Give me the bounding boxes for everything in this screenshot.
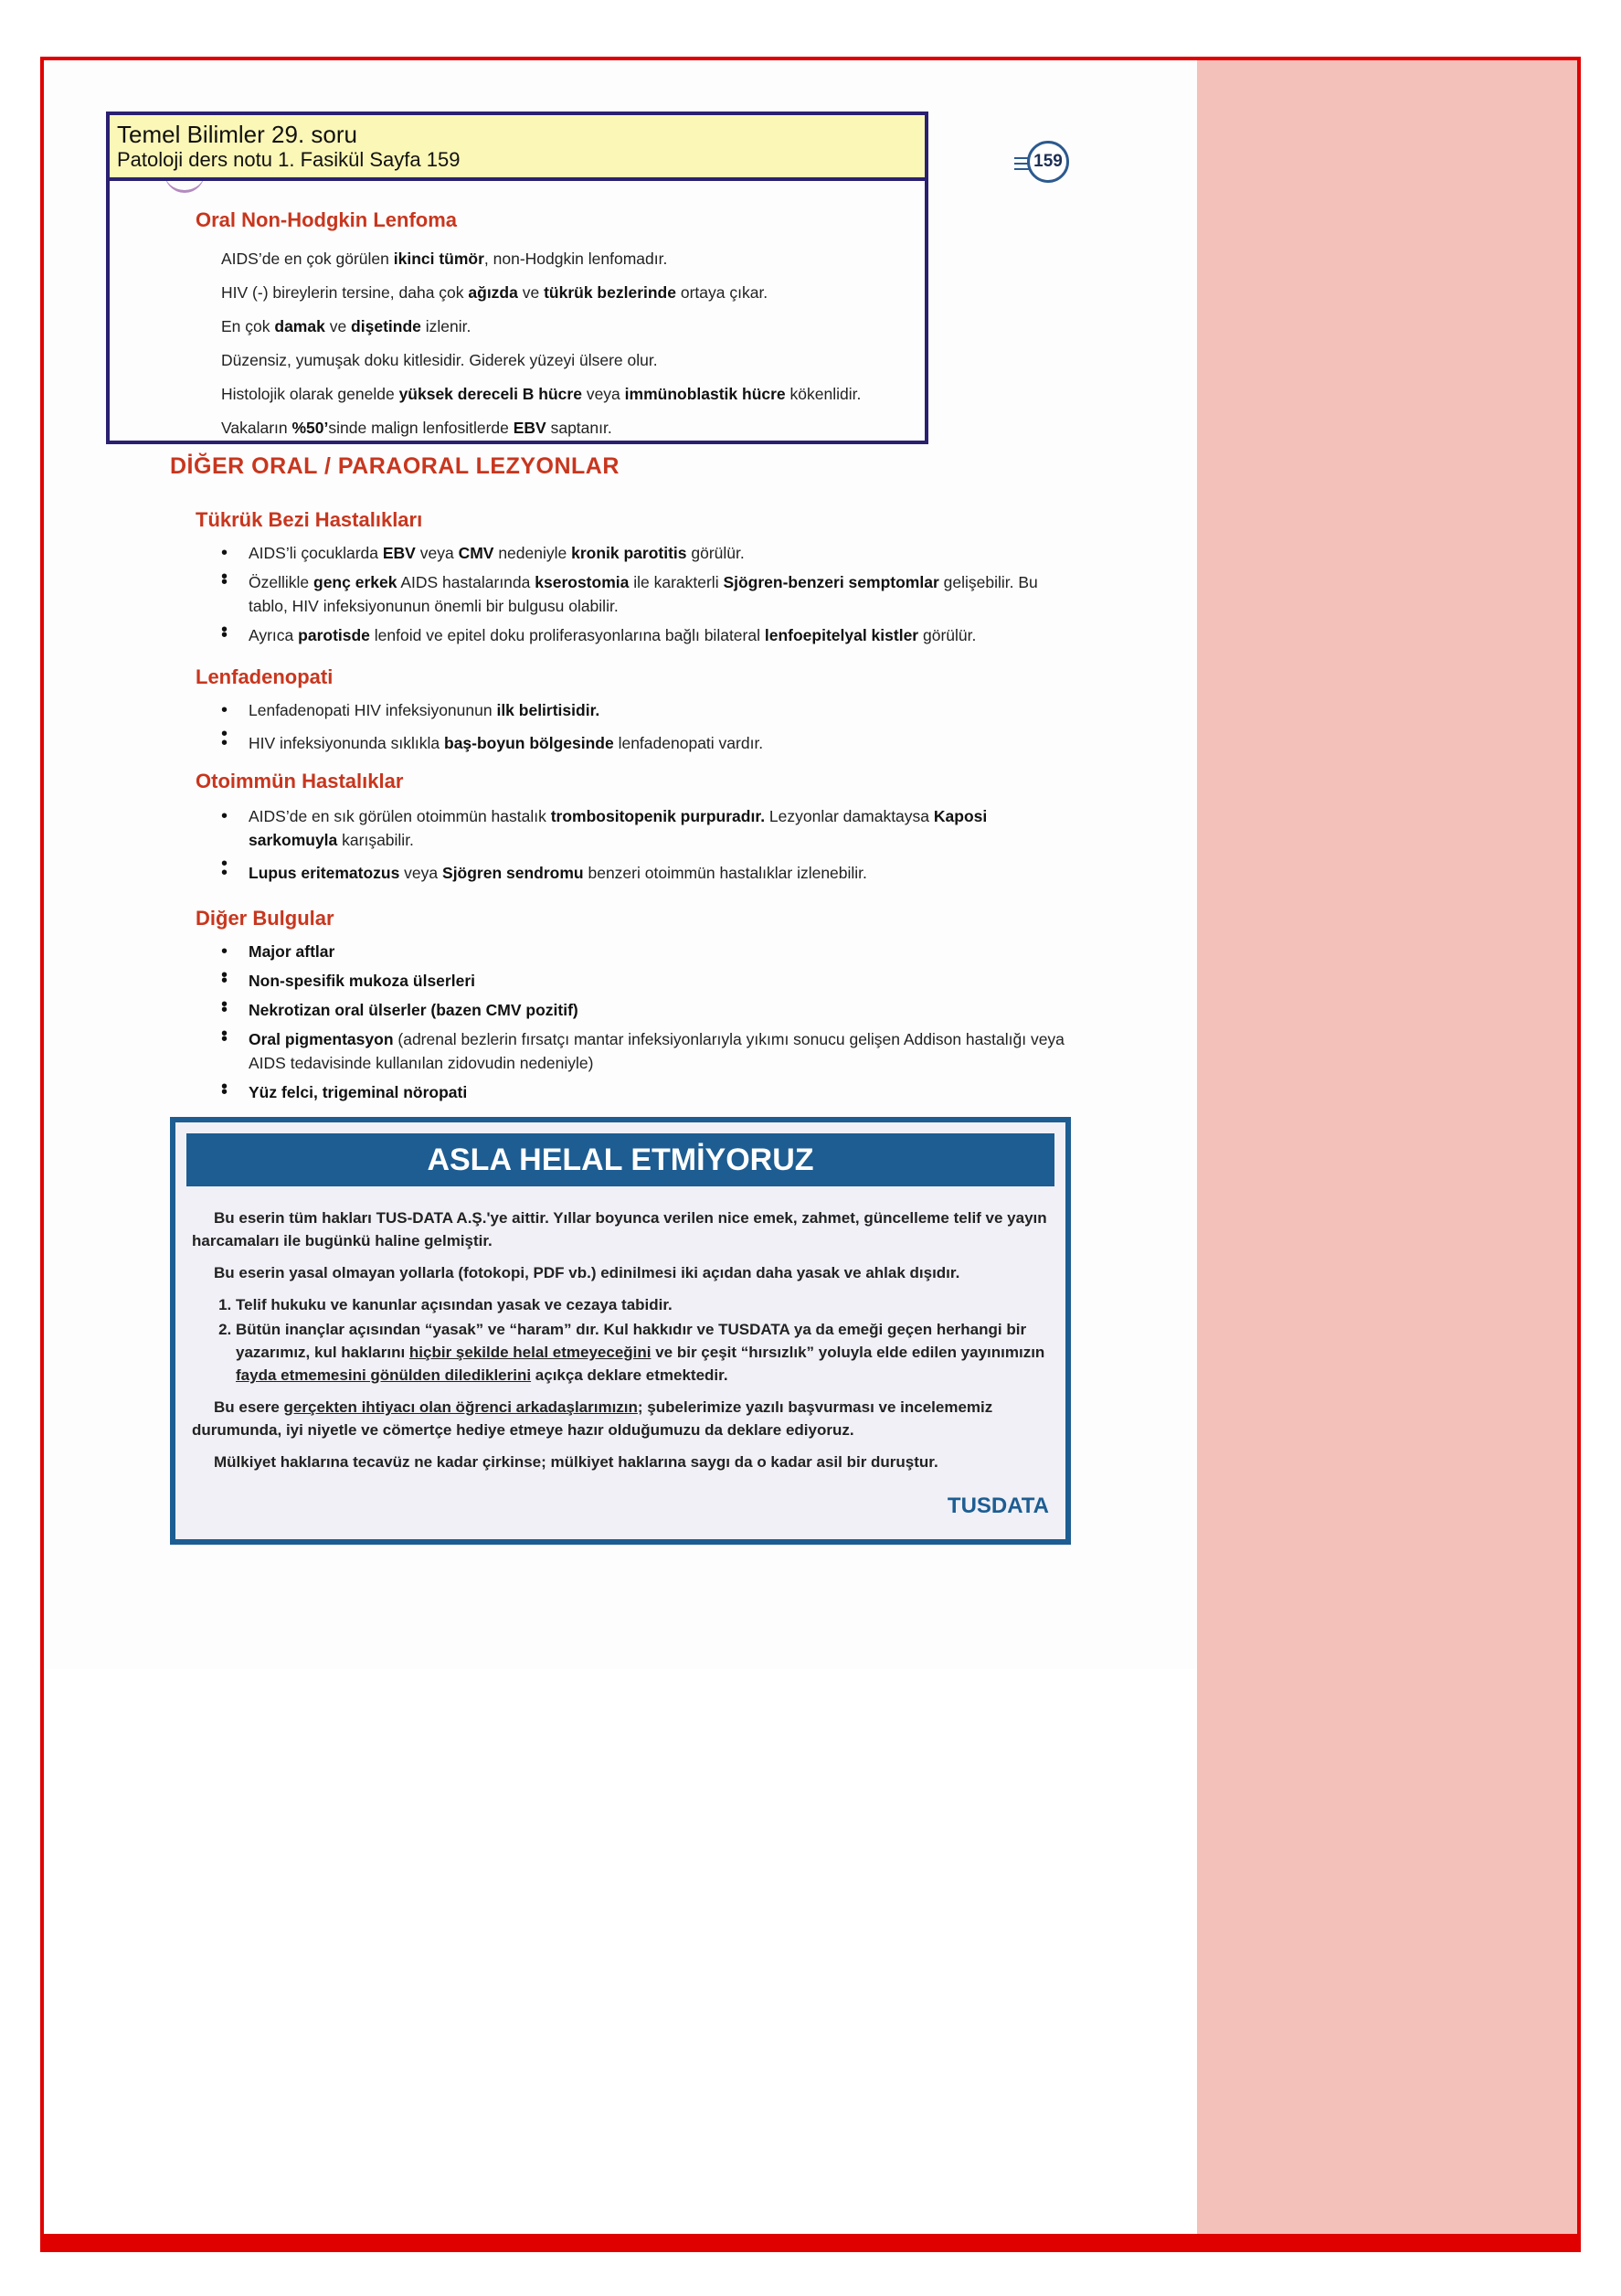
nhl-line: Düzensiz, yumuşak doku kitlesidir. Giderek yüzeyi ülsere olur. <box>221 351 658 369</box>
notice-list-item: 1. Telif hukuku ve kanunlar açısından yasak ve cezaya tabidir. <box>236 1293 1056 1316</box>
notice-list-item: 2. Bütün inançlar açısından “yasak” ve “haram” dır. Kul hakkıdır ve TUSDATA ya da emeği geçen herhangi bir yazarımız, kul haklarını hiçbir şekilde helal etmeyeceğini ve bir çeşit “hırsızlık” yoluyla elde edilen yayınımızın fayda etmemesini gönülden dilediklerini açıkça deklare etmektedir. <box>236 1318 1056 1387</box>
notice-paragraph: Mülkiyet haklarına tecavüz ne kadar çirkinse; mülkiyet haklarına saygı da o kadar asil bir duruştur. <box>214 1453 938 1471</box>
nhl-line: En çok damak ve dişetinde izlenir. <box>221 317 471 335</box>
list-item: • Oral pigmentasyon (adrenal bezlerin fırsatçı mantar infeksiyonlarıyla yıkımı sonucu gelişen Addison hastalığı veya AIDS tedavisinde kullanılan zidovudin nedeniyle) <box>221 1027 1071 1075</box>
list-item: • AIDS’de en sık görülen otoimmün hastalık trombositopenik purpuradır. Lezyonlar damaktaysa Kaposi sarkomuyla karışabilir. <box>221 804 1071 852</box>
list-item: • Lenfadenopati HIV infeksiyonunun ilk belirtisidir. <box>221 698 1071 722</box>
notice-paragraph: Bu esere gerçekten ihtiyacı olan öğrenci arkadaşlarımızın; şubelerimize yazılı başvurması ve incelememiz durumunda, iyi niyetle ve cömertçe hediye etmeye hazır olduğumuzu da deklare ediyoruz. <box>192 1398 993 1439</box>
nhl-line: AIDS’de en çok görülen ikinci tümör, non-Hodgkin lenfomadır. <box>221 250 668 268</box>
list-item: • Ayrıca parotisde lenfoid ve epitel doku proliferasyonlarına bağlı bilateral lenfoepitelyal kistler görülür. <box>221 623 1071 647</box>
subsection-title-oral-nhl: Oral Non-Hodgkin Lenfoma <box>196 208 457 231</box>
notice-paragraph: Bu eserin tüm hakları TUS-DATA A.Ş.'ye aittir. Yıllar boyunca verilen nice emek, zahmet, güncelleme telif ve yayın harcamaları ile bugünkü haline gelmiştir. <box>192 1209 1047 1249</box>
subsection-title-tukruk: Tükrük Bezi Hastalıkları <box>196 508 423 531</box>
nhl-line: Vakaların %50’sinde malign lenfositlerde EBV saptanır. <box>221 419 612 437</box>
list-item: • Özellikle genç erkek AIDS hastalarında kserostomia ile karakterli Sjögren-benzeri semptomlar gelişebilir. Bu tablo, HIV infeksiyonunun önemli bir bulgusu olabilir. <box>221 570 1071 618</box>
notice-body <box>192 1206 1056 1483</box>
list-item: • Non-spesifik mukoza ülserleri <box>221 969 1071 993</box>
nhl-line: Histolojik olarak genelde yüksek dereceli B hücre veya immünoblastik hücre kökenlidir. <box>221 385 862 403</box>
section-title: DİĞER ORAL / PARAORAL LEZYONLAR <box>170 453 620 479</box>
notice-list <box>192 1293 1056 1387</box>
list-item: • Yüz felci, trigeminal nöropati <box>221 1080 1071 1104</box>
nhl-line: HIV (-) bireylerin tersine, daha çok ağızda ve tükrük bezlerinde ortaya çıkar. <box>221 283 768 302</box>
list-item: • Lupus eritematozus veya Sjögren sendromu benzeri otoimmün hastalıklar izlenebilir. <box>221 861 1071 885</box>
list-item: • Nekrotizan oral ülserler (bazen CMV pozitif) <box>221 998 1071 1022</box>
list-item: • AIDS’li çocuklarda EBV veya CMV nedeniyle kronik parotitis görülür. <box>221 541 1071 565</box>
subsection-title-otoimmun: Otoimmün Hastalıklar <box>196 770 404 792</box>
annotation-subtitle: Patoloji ders notu 1. Fasikül Sayfa 159 <box>117 148 461 171</box>
bottom-border-bar <box>40 2234 1581 2250</box>
tukruk-list <box>221 541 1071 647</box>
annotation-header <box>110 115 925 181</box>
list-item: • Major aftlar <box>221 940 1071 963</box>
subsection-title-diger: Diğer Bulgular <box>196 907 334 930</box>
list-item: • HIV infeksiyonunda sıklıkla baş-boyun bölgesinde lenfadenopati vardır. <box>221 731 1071 755</box>
notice-title: ASLA HELAL ETMİYORUZ <box>186 1133 1054 1186</box>
notice-paragraph: Bu eserin yasal olmayan yollarla (fotokopi, PDF vb.) edinilmesi iki açıdan daha yasak ve ahlak dışıdır. <box>214 1264 960 1281</box>
subsection-title-lenfadenopati: Lenfadenopati <box>196 665 334 688</box>
notice-signature: TUSDATA <box>947 1493 1049 1518</box>
lenf-list <box>221 698 1071 755</box>
copyright-notice-box <box>170 1117 1071 1545</box>
side-panel <box>1197 60 1577 2236</box>
otoimmun-list <box>221 804 1071 885</box>
diger-list <box>221 940 1071 1104</box>
annotation-title: Temel Bilimler 29. soru <box>117 121 357 148</box>
page-number: 159 <box>1027 141 1069 183</box>
